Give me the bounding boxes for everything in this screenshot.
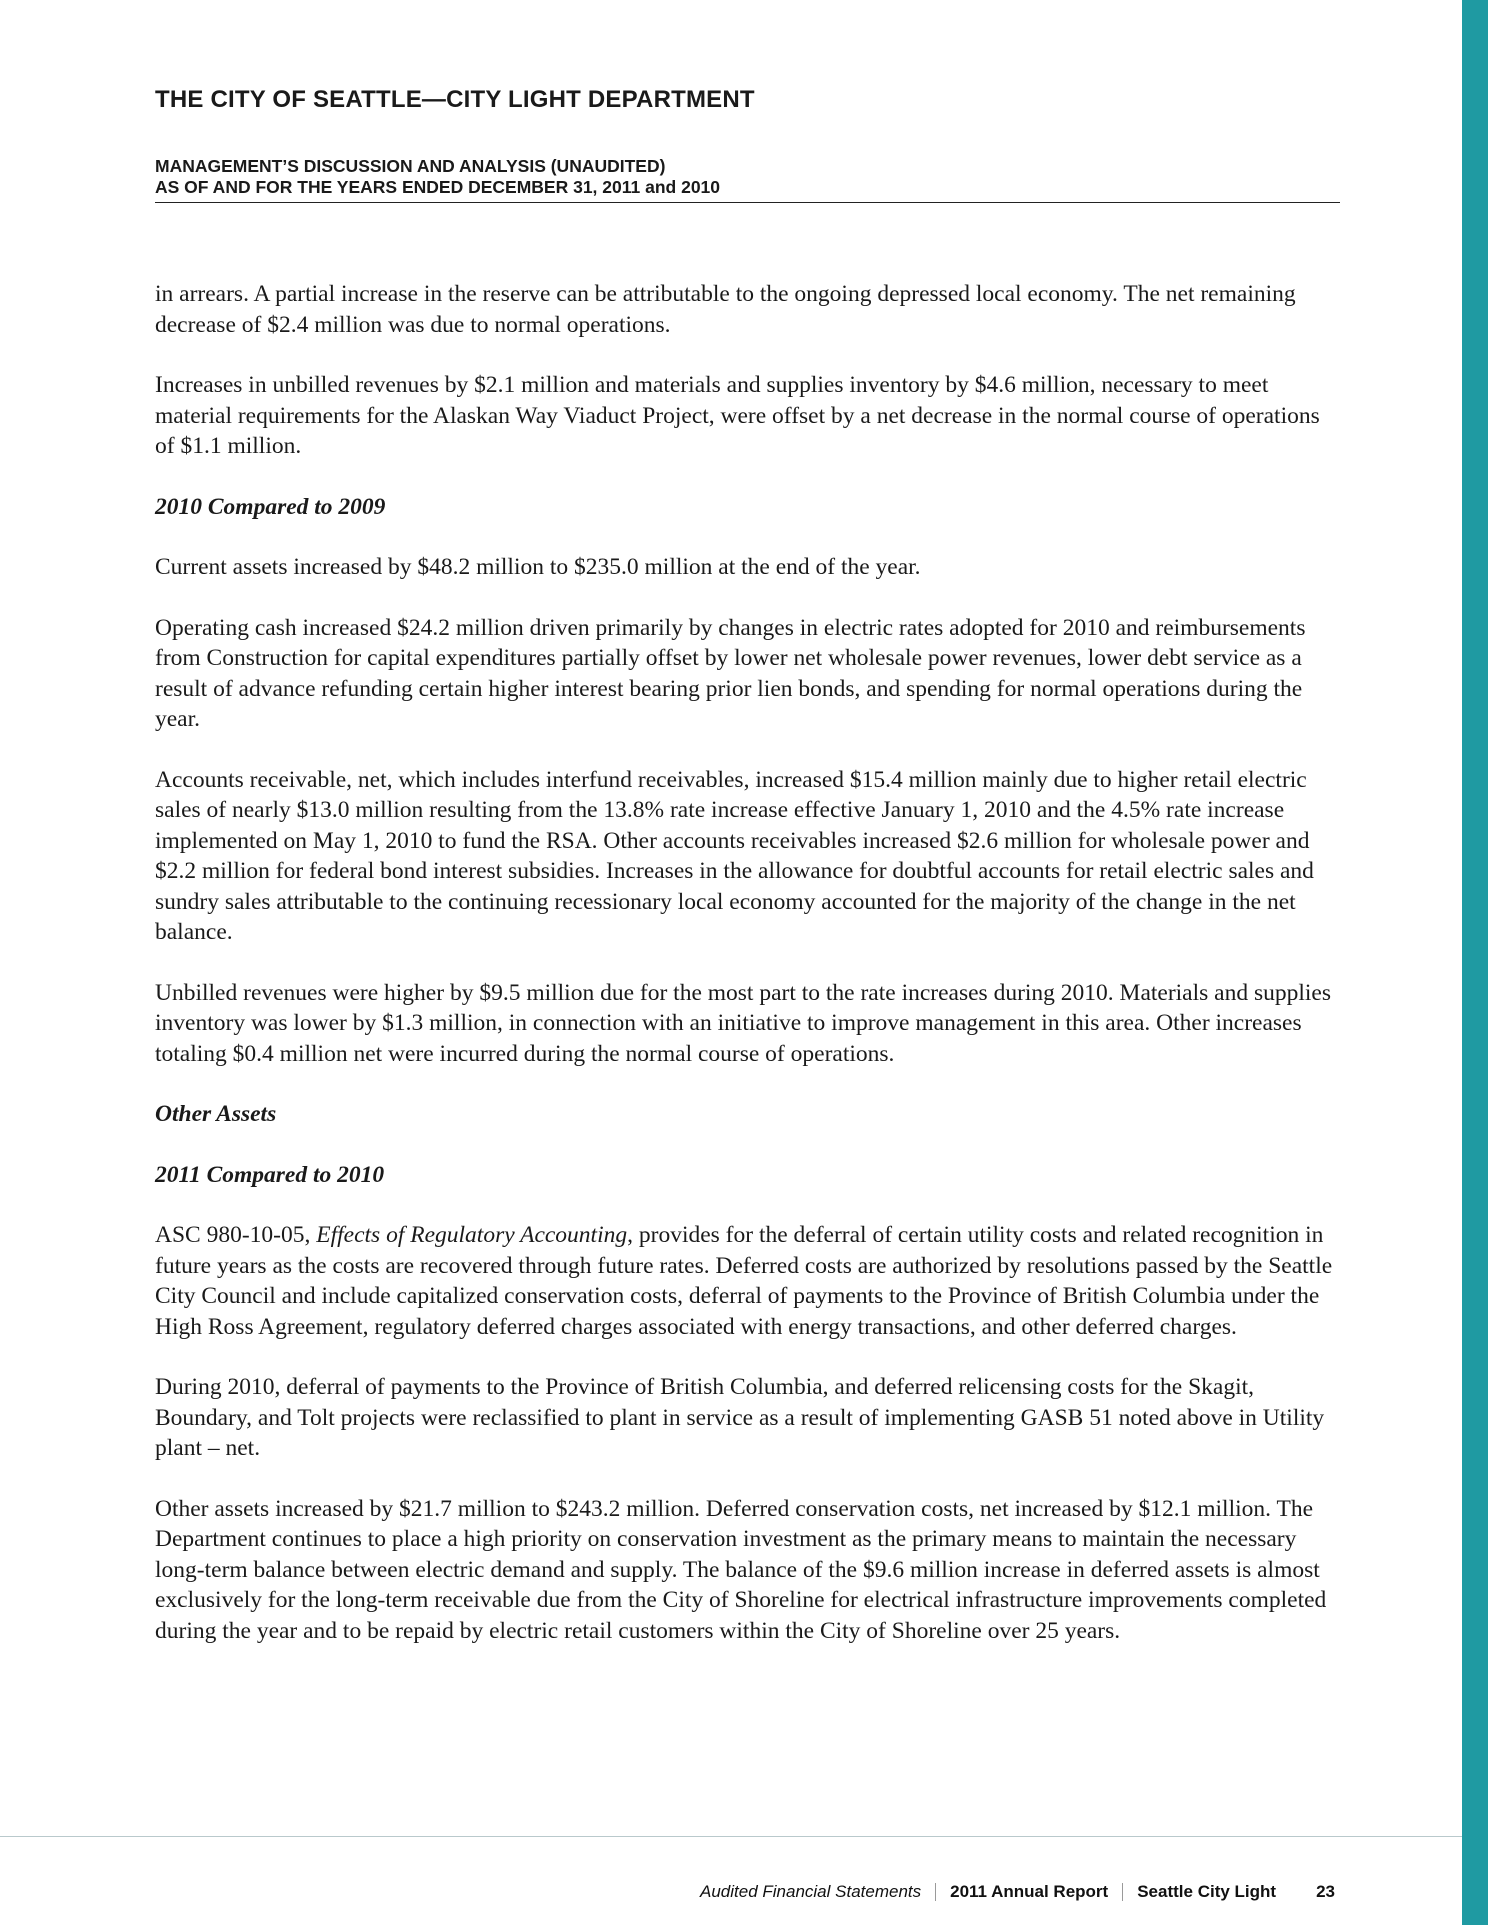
paragraph: Unbilled revenues were higher by $9.5 million due for the most part to the rate increases during 2010. Materials and supplies inventory was lower by $1.3 million, in connection with an initiative to improve management in this area. Other increases totaling $0.4 million net were incurred during the normal course of operations. bbox=[155, 979, 1331, 1067]
paragraph: in arrears. A partial increase in the reserve can be attributable to the ongoing depressed local economy. The net remaining decrease of $2.4 million was due to normal operations. bbox=[155, 281, 1296, 338]
standard-title: Effects of Regulatory Accounting bbox=[316, 1222, 628, 1248]
section-heading: 2010 Compared to 2009 bbox=[155, 493, 386, 520]
paragraph bbox=[155, 1220, 1340, 1342]
document-title: THE CITY OF SEATTLE—CITY LIGHT DEPARTMENT bbox=[155, 86, 755, 113]
header-rule bbox=[155, 202, 1340, 203]
footer-rule bbox=[0, 1836, 1462, 1837]
page-footer bbox=[700, 1882, 1410, 1902]
paragraph-text: , provides for the deferral of certain utility costs and related recognition in future years as the costs are recovered through future rates. Deferred costs are authorized by resolutions passed by the Seattle City Council and include capitalized conservation costs, deferral of payments to the Province of British Columbia under the High Ross Agreement, regulatory deferred charges associated with energy transactions, and other deferred charges. bbox=[155, 1222, 1333, 1340]
paragraph: Accounts receivable, net, which includes interfund receivables, increased $15.4 million mainly due to higher retail electric sales of nearly $13.0 million resulting from the 13.8% rate increase effective January 1, 2010 and the 4.5% rate increase implemented on May 1, 2010 to fund the RSA. Other accounts receivables increased $2.6 million for wholesale power and $2.2 million for federal bond interest subsidies. Increases in the allowance for doubtful accounts for retail electric sales and sundry sales attributable to the continuing recessionary local economy accounted for the majority of the change in the net balance. bbox=[155, 766, 1314, 945]
paragraph: Increases in unbilled revenues by $2.1 million and materials and supplies inventory by $4.6 million, necessary to meet material requirements for the Alaskan Way Viaduct Project, were offset by a net decrease in the normal course of operations of $1.1 million. bbox=[155, 372, 1320, 459]
page-number: 23 bbox=[1316, 1882, 1335, 1901]
footer-org: Seattle City Light bbox=[1137, 1882, 1277, 1901]
footer-report: 2011 Annual Report bbox=[950, 1882, 1109, 1901]
section-subtitle: MANAGEMENT’S DISCUSSION AND ANALYSIS (UNAUDITED) bbox=[155, 156, 666, 176]
footer-separator bbox=[935, 1883, 936, 1901]
paragraph: Current assets increased by $48.2 million to $235.0 million at the end of the year. bbox=[155, 554, 921, 580]
paragraph: During 2010, deferral of payments to the Province of British Columbia, and deferred relicensing costs for the Skagit, Boundary, and Tolt projects were reclassified to plant in service as a result of implementing GASB 51 noted above in Utility plant – net. bbox=[155, 1374, 1325, 1461]
footer-section: Audited Financial Statements bbox=[700, 1882, 922, 1901]
footer-separator bbox=[1122, 1883, 1123, 1901]
page-body bbox=[155, 279, 1340, 1676]
section-heading: Other Assets bbox=[155, 1101, 277, 1127]
side-color-stripe bbox=[1462, 0, 1488, 1925]
period-subtitle: AS OF AND FOR THE YEARS ENDED DECEMBER 31, 2011 and 2010 bbox=[155, 177, 721, 197]
page-header bbox=[155, 86, 1340, 203]
section-heading: 2011 Compared to 2010 bbox=[155, 1161, 385, 1188]
paragraph: Other assets increased by $21.7 million to $243.2 million. Deferred conservation costs, net increased by $12.1 million. The Department continues to place a high priority on conservation investment as the primary means to maintain the necessary long-term balance between electric demand and supply. The balance of the $9.6 million increase in deferred assets is almost exclusively for the long-term receivable due from the City of Shoreline for electrical infrastructure improvements completed during the year and to be repaid by electric retail customers within the City of Shoreline over 25 years. bbox=[155, 1495, 1327, 1644]
paragraph-text: ASC 980-10-05, bbox=[155, 1222, 317, 1248]
paragraph: Operating cash increased $24.2 million driven primarily by changes in electric rates adopted for 2010 and reimbursements from Construction for capital expenditures partially offset by lower net wholesale power revenues, lower debt service as a result of advance refunding certain higher interest bearing prior lien bonds, and spending for normal operations during the year. bbox=[155, 614, 1306, 732]
